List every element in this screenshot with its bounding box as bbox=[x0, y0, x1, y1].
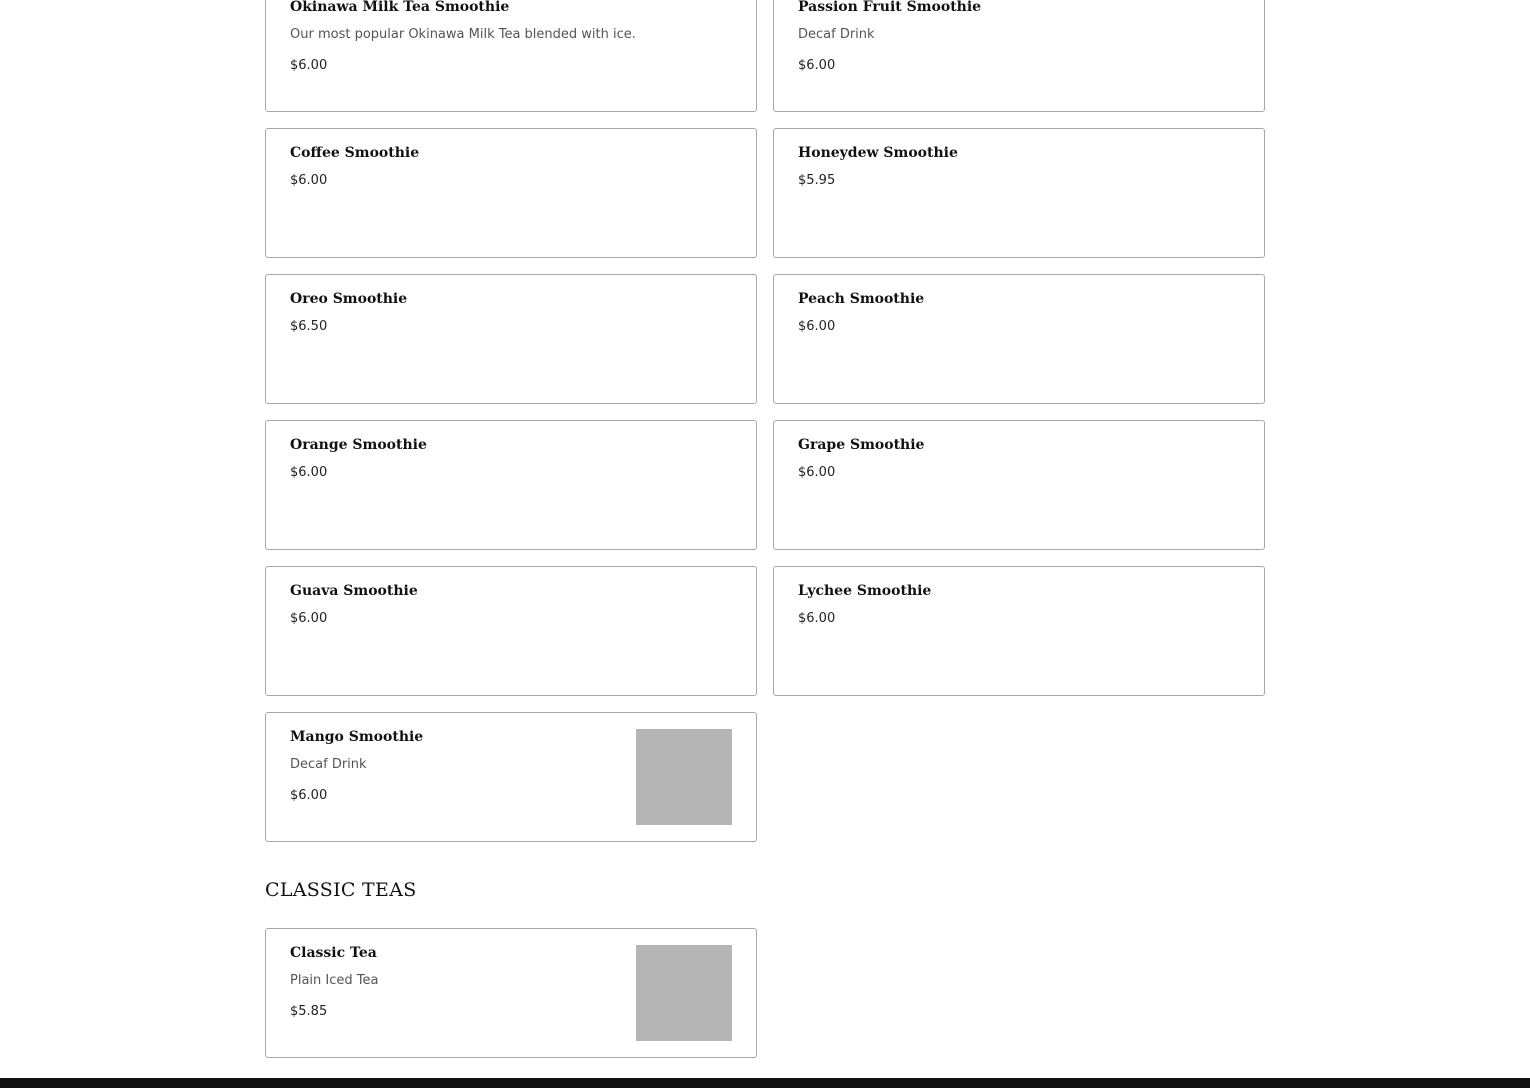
item-price: $6.00 bbox=[798, 611, 836, 626]
item-name: Peach Smoothie bbox=[798, 291, 925, 307]
item-name: Honeydew Smoothie bbox=[798, 145, 958, 161]
menu-item-card[interactable] bbox=[773, 566, 1265, 696]
item-description: Our most popular Okinawa Milk Tea blended with ice. bbox=[290, 27, 636, 42]
menu-item-card[interactable] bbox=[773, 420, 1265, 550]
menu-item-card[interactable] bbox=[265, 128, 757, 258]
item-name: Coffee Smoothie bbox=[290, 145, 420, 161]
menu-item-card[interactable] bbox=[265, 420, 757, 550]
item-name: Grape Smoothie bbox=[798, 437, 925, 453]
item-price: $6.00 bbox=[290, 58, 328, 73]
item-price: $6.00 bbox=[290, 465, 328, 480]
item-name: Guava Smoothie bbox=[290, 583, 418, 599]
section-heading-classic-teas: CLASSIC TEAS bbox=[265, 879, 417, 901]
footer-bar bbox=[0, 1078, 1530, 1088]
menu-item-card[interactable] bbox=[265, 566, 757, 696]
item-name: Oreo Smoothie bbox=[290, 291, 408, 307]
menu-item-card[interactable] bbox=[773, 128, 1265, 258]
item-name: Lychee Smoothie bbox=[798, 583, 932, 599]
item-image-placeholder bbox=[636, 729, 732, 825]
menu-item-card[interactable] bbox=[773, 0, 1265, 112]
item-name: Orange Smoothie bbox=[290, 437, 427, 453]
item-description: Decaf Drink bbox=[798, 27, 875, 42]
menu-item-card[interactable] bbox=[265, 712, 757, 842]
item-description: Plain Iced Tea bbox=[290, 973, 379, 988]
item-price: $5.95 bbox=[798, 173, 836, 188]
item-description: Decaf Drink bbox=[290, 757, 367, 772]
menu-item-card[interactable] bbox=[773, 274, 1265, 404]
item-price: $6.00 bbox=[798, 319, 836, 334]
item-image-placeholder bbox=[636, 945, 732, 1041]
item-price: $6.50 bbox=[290, 319, 328, 334]
item-price: $6.00 bbox=[290, 173, 328, 188]
menu-item-card[interactable] bbox=[265, 274, 757, 404]
menu-item-card[interactable] bbox=[265, 928, 757, 1058]
item-price: $6.00 bbox=[798, 465, 836, 480]
item-name: Okinawa Milk Tea Smoothie bbox=[290, 0, 510, 15]
item-price: $6.00 bbox=[290, 611, 328, 626]
item-price: $6.00 bbox=[798, 58, 836, 73]
menu-item-card[interactable] bbox=[265, 0, 757, 112]
item-name: Classic Tea bbox=[290, 945, 377, 961]
item-name: Passion Fruit Smoothie bbox=[798, 0, 982, 15]
item-price: $5.85 bbox=[290, 1004, 328, 1019]
item-price: $6.00 bbox=[290, 788, 328, 803]
item-name: Mango Smoothie bbox=[290, 729, 424, 745]
